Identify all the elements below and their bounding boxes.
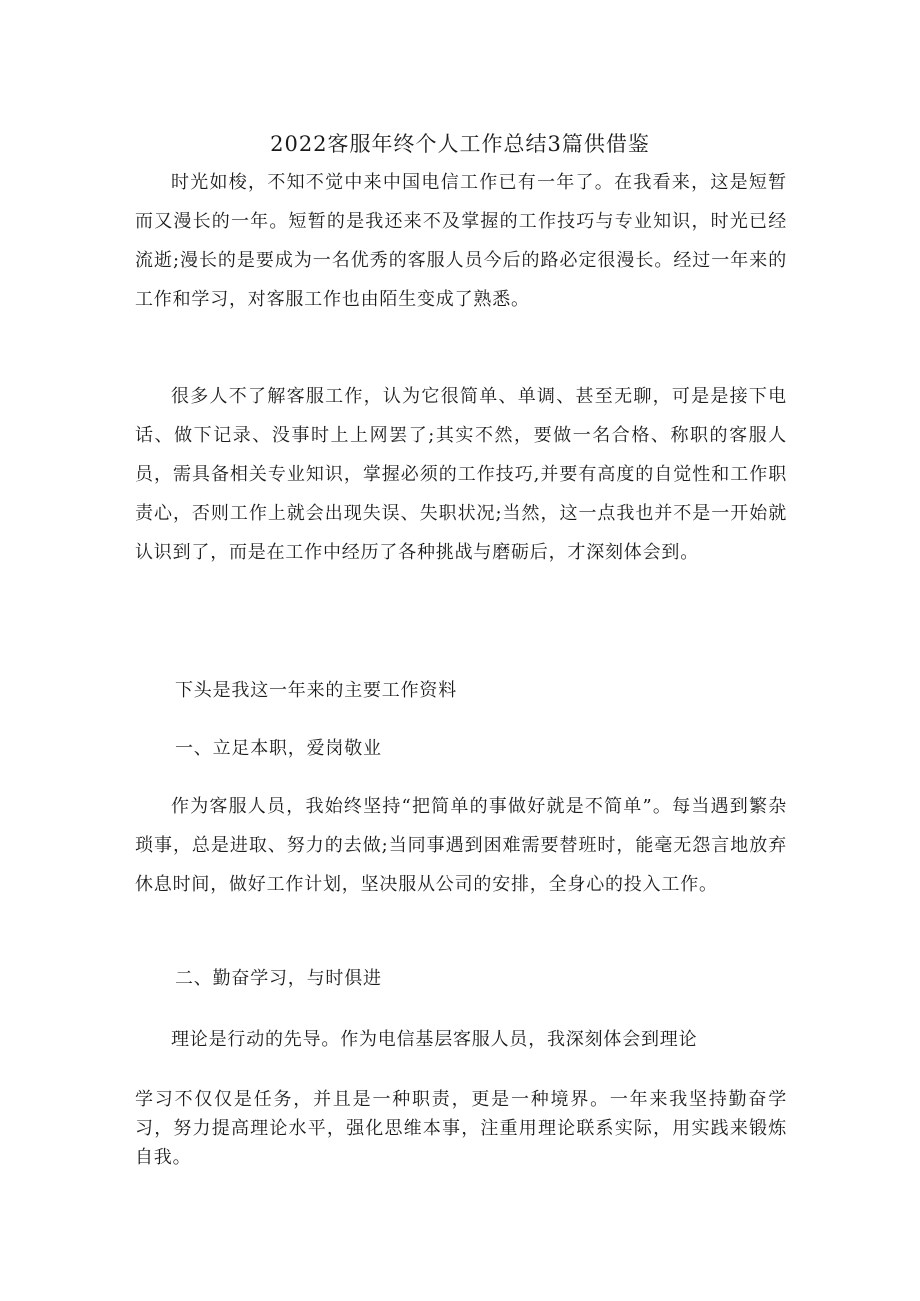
paragraph-section-2-continued: 学习不仅仅是任务，并且是一种职责，更是一种境界。一年来我坚持勤奋学习，努力提高理论水平，强化思维本事，注重用理论联系实际，用实践来锻炼自我。 (135, 1089, 787, 1168)
section-heading-2: 二、勤奋学习，与时俱进 (175, 968, 382, 989)
document-title: 2022客服年终个人工作总结3篇供借鉴 (270, 132, 650, 156)
paragraph-section-1: 作为客服人员，我始终坚持“把简单的事做好就是不简单”。每当遇到繁杂琐事，总是进取、努力的去做;当同事遇到困难需要替班时，能毫无怨言地放弃休息时间，做好工作计划，坚决服从公司的安排，全身心的投入工作。 (135, 796, 787, 895)
work-summary-intro: 下头是我这一年来的主要工作资料 (175, 680, 457, 701)
paragraph-section-2-start: 理论是行动的先导。作为电信基层客服人员，我深刻体会到理论 (171, 1029, 698, 1050)
paragraph-misunderstanding: 很多人不了解客服工作，认为它很简单、单调、甚至无聊，可是是接下电话、做下记录、没事时上上网罢了;其实不然，要做一名合格、称职的客服人员，需具备相关专业知识，掌握必须的工作技巧,并要有高度的自觉性和工作职责心，否则工作上就会出现失误、失职状况;当然，这一点我也并不是一开始就认识到了，而是在工作中经历了各种挑战与磨砺后，才深刻体会到。 (135, 386, 787, 563)
section-heading-1: 一、立足本职，爱岗敬业 (175, 738, 382, 759)
paragraph-intro-time: 时光如梭，不知不觉中来中国电信工作已有一年了。在我看来，这是短暂而又漫长的一年。短暂的是我还来不及掌握的工作技巧与专业知识，时光已经流逝;漫长的是要成为一名优秀的客服人员今后的路必定很漫长。经过一年来的工作和学习，对客服工作也由陌生变成了熟悉。 (135, 172, 787, 310)
